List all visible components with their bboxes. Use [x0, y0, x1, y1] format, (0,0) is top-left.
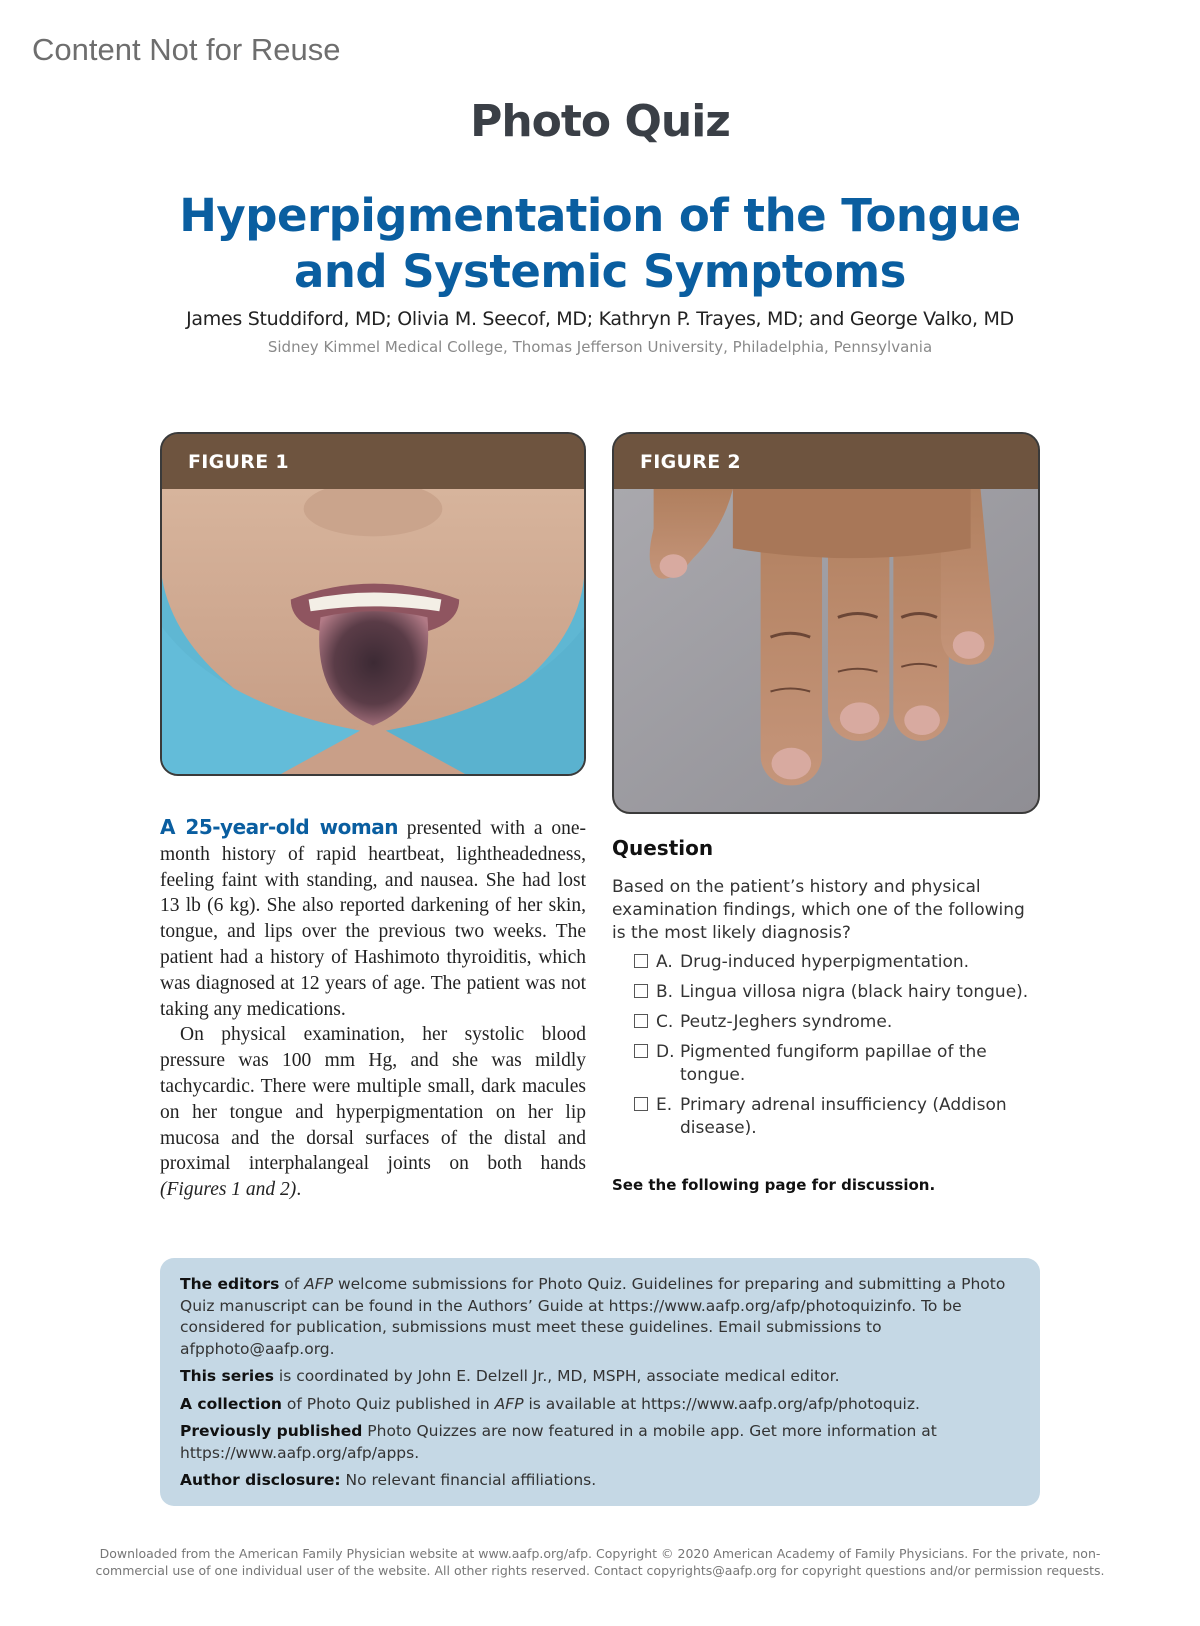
- see-next-page-note: See the following page for discussion.: [612, 1176, 936, 1194]
- checkbox-icon[interactable]: [634, 954, 648, 968]
- figure-1: [160, 432, 586, 776]
- case-text-2-end: .: [296, 1179, 302, 1201]
- answer-option-b[interactable]: [612, 981, 1042, 1004]
- info-text: of: [279, 1275, 305, 1293]
- checkbox-icon[interactable]: [634, 1044, 648, 1058]
- question-text: Based on the patient’s history and physical examination findings, which one of the following is the most likely diagnosis?: [612, 877, 1025, 943]
- footer-line-1: Downloaded from the American Family Physician website at www.aafp.org/afp. Copyright © 2020 American Academy of Family Physicians. For the private, non-: [99, 1546, 1101, 1561]
- info-submissions: [180, 1274, 1020, 1360]
- figure-1-photo: [162, 489, 584, 774]
- case-lead: A 25-year-old woman: [160, 815, 398, 839]
- case-text-2: On physical examination, her systolic blood pressure was 100 mm Hg, and she was mildly tachycardic. There were multiple small, dark macules on her tongue and hyperpigmentation on her lip mucosa and the dorsal surfaces of the distal and proximal interphalangeal joints on both hands: [160, 1024, 586, 1175]
- option-text: Primary adrenal insufficiency (Addison disease).: [680, 1095, 1007, 1138]
- info-label: Author disclosure:: [180, 1471, 341, 1489]
- answer-options: [612, 951, 1042, 1140]
- page-title: [0, 188, 1200, 300]
- option-letter: D.: [656, 1042, 675, 1062]
- authors: James Studdiford, MD; Olivia M. Seecof, MD; Kathryn P. Trayes, MD; and George Valko, MD: [186, 308, 1014, 330]
- watermark: Content Not for Reuse: [32, 32, 341, 67]
- option-letter: E.: [656, 1095, 673, 1115]
- answer-option-c[interactable]: [612, 1011, 1042, 1034]
- info-text: No relevant financial affiliations.: [340, 1471, 597, 1489]
- copyright-footer: [0, 1545, 1200, 1579]
- checkbox-icon[interactable]: [634, 984, 648, 998]
- option-text: Pigmented fungiform papillae of the tongue.: [680, 1042, 987, 1085]
- footer-line-2: commercial use of one individual user of the website. All other rights reserved. Contact copyrights@aafp.org for copyright questions and/or permission requests.: [95, 1563, 1105, 1578]
- info-label: A collection: [180, 1394, 282, 1413]
- question-section: [612, 836, 1042, 1147]
- option-letter: C.: [656, 1012, 674, 1032]
- title-line-2: and Systemic Symptoms: [294, 245, 906, 298]
- option-text: Lingua villosa nigra (black hairy tongue).: [680, 982, 1029, 1002]
- figure-reference: (Figures 1 and 2): [160, 1179, 297, 1201]
- figure-2: [612, 432, 1040, 814]
- info-text: of Photo Quiz published in: [281, 1394, 495, 1413]
- info-label: This series: [180, 1367, 274, 1385]
- info-disclosure: [180, 1470, 1020, 1492]
- section-title: Photo Quiz: [470, 96, 730, 147]
- answer-option-e[interactable]: [612, 1094, 1042, 1140]
- option-letter: B.: [656, 982, 674, 1002]
- figure-2-photo: [614, 489, 1038, 812]
- option-letter: A.: [656, 952, 673, 972]
- option-text: Peutz-Jeghers syndrome.: [680, 1012, 893, 1032]
- question-heading: Question: [612, 836, 714, 860]
- case-paragraph-2: [160, 1022, 586, 1203]
- case-description: [160, 815, 586, 1203]
- info-text: Photo Quizzes are now featured in a mobile app. Get more information at https://www.aafp.org/afp/apps.: [180, 1422, 937, 1462]
- figure-1-label: FIGURE 1: [162, 434, 584, 489]
- checkbox-icon[interactable]: [634, 1097, 648, 1111]
- figure-2-label: FIGURE 2: [614, 434, 1038, 489]
- info-text: is coordinated by John E. Delzell Jr., MD, MSPH, associate medical editor.: [273, 1367, 840, 1385]
- info-label: Previously published: [180, 1422, 363, 1440]
- case-text-1: presented with a one-month history of rapid heartbeat, lightheadedness, feeling faint with standing, and nausea. She had lost 13 lb (6 kg). She also reported darkening of her skin, tongue, and lips over the previous two weeks. The patient had a history of Hashimoto thyroiditis, which was diagnosed at 12 years of age. The patient was not taking any medications.: [160, 818, 586, 1020]
- info-text: is available at https://www.aafp.org/afp/photoquiz.: [523, 1394, 920, 1413]
- answer-option-d[interactable]: [612, 1041, 1042, 1087]
- info-text: welcome submissions for Photo Quiz. Guidelines for preparing and submitting a Photo Quiz manuscript can be found in the Authors’ Guide at https://www.aafp.org/afp/photoquizinfo. To be considered for publication, submissions must meet these guidelines. Email submissions to afpphoto@aafp.org.: [180, 1275, 1006, 1358]
- title-line-1: Hyperpigmentation of the Tongue: [179, 189, 1021, 242]
- editor-info-box: [160, 1258, 1040, 1506]
- info-app: [180, 1421, 1020, 1464]
- option-text: Drug-induced hyperpigmentation.: [680, 952, 970, 972]
- checkbox-icon[interactable]: [634, 1014, 648, 1028]
- journal-name: AFP: [494, 1394, 524, 1413]
- affiliation: Sidney Kimmel Medical College, Thomas Jefferson University, Philadelphia, Pennsylvania: [267, 338, 933, 356]
- case-paragraph-1: [160, 815, 586, 1022]
- info-collection: [180, 1394, 1020, 1416]
- info-label: The editors: [180, 1275, 280, 1293]
- info-series: [180, 1366, 1020, 1388]
- answer-option-a[interactable]: [612, 951, 1042, 974]
- journal-name: AFP: [304, 1275, 334, 1293]
